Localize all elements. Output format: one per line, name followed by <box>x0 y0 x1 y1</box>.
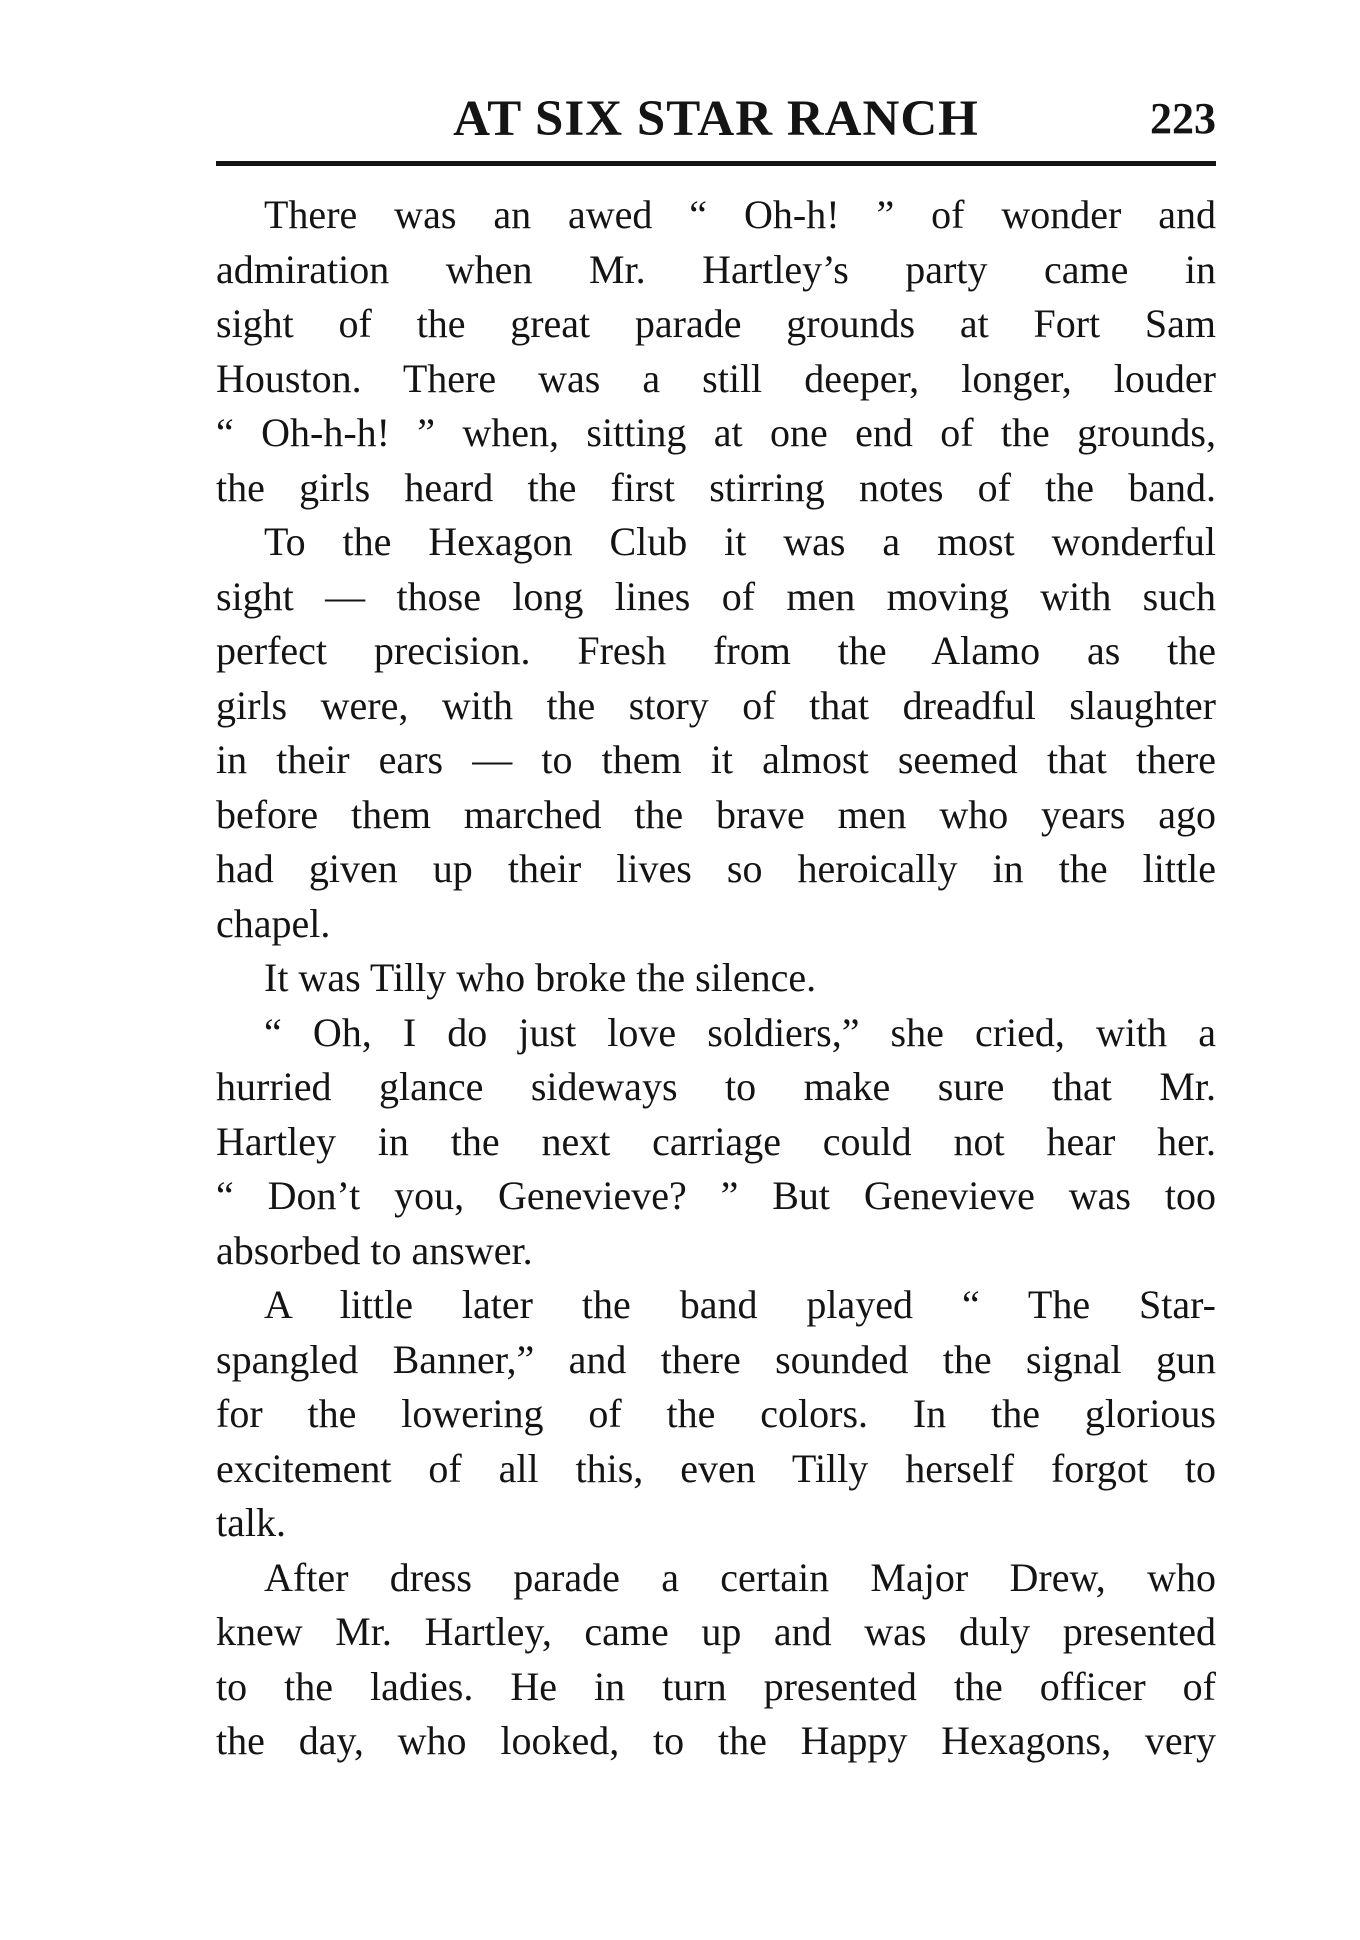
text-line: excitement of all this, even Tilly herself forgot to <box>216 1445 1216 1491</box>
text-line: chapel. <box>216 900 331 946</box>
text-line: perfect precision. Fresh from the Alamo as the <box>216 628 1216 673</box>
text-line: for the lowering of the colors. In the glorious <box>216 1391 1216 1436</box>
text-line: To the Hexagon Club it was a most wonderful <box>264 519 1216 564</box>
text-line: After dress parade a certain Major Drew, who <box>264 1554 1216 1600</box>
running-title: AT SIX STAR RANCH <box>453 91 979 147</box>
header-rule <box>216 161 1216 166</box>
text-line: spangled Banner,” and there sounded the signal gun <box>216 1336 1216 1382</box>
text-line: absorbed to answer. <box>216 1227 533 1273</box>
text-line: before them marched the brave men who years ago <box>216 791 1216 837</box>
text-line: Houston. There was a still deeper, longer, louder <box>216 355 1216 401</box>
text-line: hurried glance sideways to make sure that Mr. <box>216 1064 1216 1109</box>
running-head <box>216 86 1216 152</box>
text-line: admiration when Mr. Hartley’s party came in <box>216 246 1216 292</box>
text-line: the girls heard the first stirring notes of the band. <box>216 464 1216 510</box>
page-number: 223 <box>1150 94 1216 143</box>
text-line: “ Oh-h-h! ” when, sitting at one end of the grounds, <box>216 410 1216 455</box>
text-line: sight of the great parade grounds at Fort Sam <box>216 301 1216 346</box>
text-line: to the ladies. He in turn presented the officer of <box>216 1663 1216 1709</box>
text-line: in their ears — to them it almost seemed that there <box>216 737 1216 782</box>
text-line: “ Oh, I do just love soldiers,” she cried, with a <box>264 1009 1216 1055</box>
text-line: There was an awed “ Oh-h! ” of wonder and <box>264 192 1216 237</box>
text-line: girls were, with the story of that dreadful slaughter <box>216 682 1216 728</box>
text-line: It was Tilly who broke the silence. <box>264 955 817 1000</box>
text-line: A little later the band played “ The Star- <box>264 1282 1216 1327</box>
body-text <box>216 188 1216 1769</box>
text-line: had given up their lives so heroically in the little <box>216 846 1216 891</box>
text-line: sight — those long lines of men moving with such <box>216 573 1216 619</box>
text-line: talk. <box>216 1500 286 1545</box>
text-line: knew Mr. Hartley, came up and was duly presented <box>216 1609 1216 1654</box>
text-line: Hartley in the next carriage could not hear her. <box>216 1118 1216 1164</box>
text-line: the day, who looked, to the Happy Hexagons, very <box>216 1718 1216 1763</box>
text-line: “ Don’t you, Genevieve? ” But Genevieve was too <box>216 1173 1216 1218</box>
